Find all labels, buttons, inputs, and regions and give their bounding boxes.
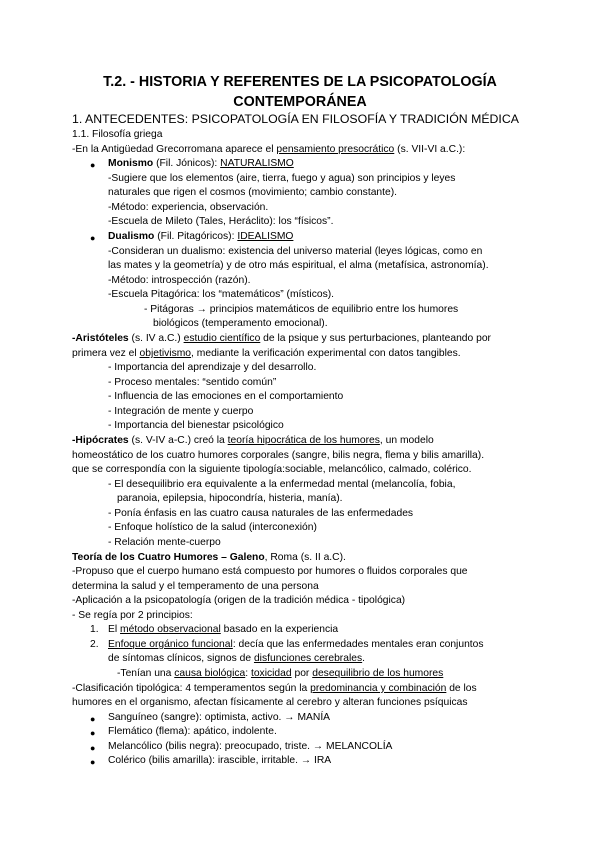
aristoteles-item: - Integración de mente y cuerpo <box>108 406 254 417</box>
galeno-line: -Aplicación a la psicopatología (origen de la tradición médica - tipológica) <box>72 595 406 606</box>
title-line-2: CONTEMPORÁNEA <box>233 94 367 110</box>
bullet-icon: ● <box>90 233 96 243</box>
list-number: 2. <box>90 639 99 650</box>
aristoteles-item: - Importancia del aprendizaje y del desarrollo. <box>108 362 317 373</box>
bullet-icon: ● <box>90 160 96 170</box>
aristoteles-item: - Importancia del bienestar psicológico <box>108 420 284 431</box>
hipocrates-item: - Ponía énfasis en las cuatro causa naturales de las enfermedades <box>108 508 414 519</box>
aristoteles-item: - Proceso mentales: “sentido común” <box>108 377 277 388</box>
monismo-heading: Monismo (Fil. Jónicos): NATURALISMO <box>108 158 294 169</box>
dualismo-heading: Dualismo (Fil. Pitagóricos): IDEALISMO <box>108 231 294 242</box>
principle-2-line: de síntomas clínicos, signos de disfunciones cerebrales. <box>108 653 366 664</box>
list-number: 1. <box>90 624 99 635</box>
dualismo-line: -Escuela Pitagórica: los “matemáticos” (místicos). <box>108 289 335 300</box>
temperament-item: Sanguíneo (sangre): optimista, activo. → MANÍA <box>108 712 331 723</box>
galeno-line: - Se regía por 2 principios: <box>72 610 193 621</box>
dualismo-line: las mates y la geometría) y de otro más espiritual, el alma (metafísica, astronomía). <box>108 260 489 271</box>
hipocrates-item: - El desequilibrio era equivalente a la enfermedad mental (melancolía, fobia, <box>108 479 456 490</box>
bullet-icon: ● <box>90 714 96 724</box>
monismo-line: -Método: experiencia, observación. <box>108 202 269 213</box>
section-heading: 1. ANTECEDENTES: PSICOPATOLOGÍA EN FILOSOFÍA Y TRADICIÓN MÉDICA <box>72 112 519 126</box>
galeno-line: determina la salud y el temperamento de una persona <box>72 581 319 592</box>
bullet-icon: ● <box>90 757 96 767</box>
galeno-heading: Teoría de los Cuatro Humores – Galeno, Roma (s. II a.C). <box>72 552 346 563</box>
hipocrates-line: que se correspondía con la siguiente tipología:sociable, melancólico, calmado, colérico. <box>72 464 472 475</box>
principle-2: Enfoque orgánico funcional: decía que las enfermedades mentales eran conjuntos <box>108 639 484 650</box>
monismo-line: -Sugiere que los elementos (aire, tierra, fuego y agua) son principios y leyes <box>108 173 456 184</box>
principle-2-line: -Tenían una causa biológica: toxicidad por desequilibrio de los humores <box>117 668 444 679</box>
temperament-item: Colérico (bilis amarilla): irascible, irritable. → IRA <box>108 755 332 766</box>
temperament-item: Flemático (flema): apático, indolente. <box>108 726 277 737</box>
dualismo-line: -Método: introspección (razón). <box>108 275 251 286</box>
bullet-icon: ● <box>90 743 96 753</box>
monismo-line: naturales que rigen el cosmos (movimiento; cambio constante). <box>108 187 398 198</box>
galeno-line: -Propuso que el cuerpo humano está compuesto por humores o fluidos corporales que <box>72 566 468 577</box>
aristoteles-item: - Influencia de las emociones en el comportamiento <box>108 391 344 402</box>
aristoteles-line: -Aristóteles (s. IV a.C.) estudio científico de la psique y sus perturbaciones, planteando por <box>72 333 491 344</box>
bullet-icon: ● <box>90 728 96 738</box>
principle-1: El método observacional basado en la experiencia <box>108 624 339 635</box>
hipocrates-line: homeostático de los cuatro humores corporales (sangre, bilis negra, flema y bilis amarilla). <box>72 450 485 461</box>
subsection-heading: 1.1. Filosofía griega <box>72 129 163 140</box>
classification-line: -Clasificación tipológica: 4 temperamentos según la predominancia y combinación de los <box>72 683 477 694</box>
temperament-item: Melancólico (bilis negra): preocupado, triste. → MELANCOLÍA <box>108 741 393 752</box>
intro-line: -En la Antigüedad Grecorromana aparece el pensamiento presocrático (s. VII-VI a.C.): <box>72 144 466 155</box>
monismo-line: -Escuela de Mileto (Tales, Heráclito): los “físicos”. <box>108 216 334 227</box>
hipocrates-line: -Hipócrates (s. V-IV a-C.) creó la teoría hipocrática de los humores, un modelo <box>72 435 434 446</box>
aristoteles-line: primera vez el objetivismo, mediante la verificación experimental con datos tangibles. <box>72 348 461 359</box>
title-line-1: T.2. - HISTORIA Y REFERENTES DE LA PSICOPATOLOGÍA <box>103 74 497 90</box>
dualismo-line: biológicos (temperamento emocional). <box>153 318 328 329</box>
dualismo-line: - Pitágoras → principios matemáticos de equilibrio entre los humores <box>144 304 459 315</box>
hipocrates-item: paranoia, epilepsia, hipocondría, histeria, manía). <box>117 493 343 504</box>
dualismo-line: -Consideran un dualismo: existencia del universo material (leyes lógicas, como en <box>108 246 483 257</box>
hipocrates-item: - Enfoque holístico de la salud (interconexión) <box>108 522 317 533</box>
classification-line: humores en el organismo, afectan físicamente al cerebro y alteran funciones psíquicas <box>72 697 468 708</box>
hipocrates-item: - Relación mente-cuerpo <box>108 537 221 548</box>
